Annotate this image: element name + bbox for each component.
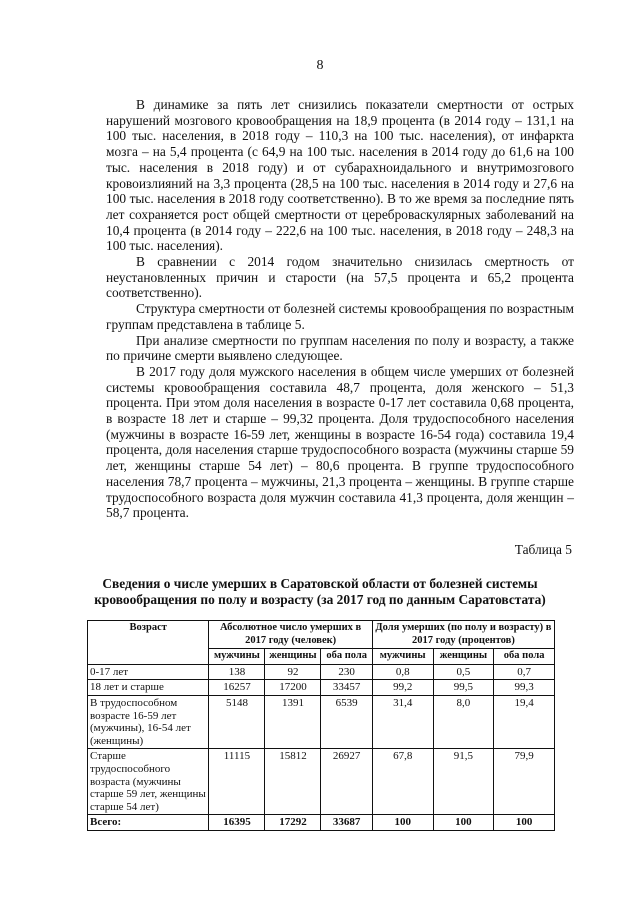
paragraph-unknown-causes: В сравнении с 2014 годом значительно снизилась смертность от неустановленных причин и старости (на 57,5 процента и 65,2 процента соответственно). [106,254,574,301]
table-header-row [88,621,555,649]
cell-abs-men: 138 [209,664,265,680]
cell-pct-both: 19,4 [494,695,555,748]
cell-pct-women: 99,5 [433,680,494,696]
cell-pct-both: 0,7 [494,664,555,680]
total-abs-men: 16395 [209,815,265,831]
page-number: 8 [316,58,324,73]
cell-pct-women: 0,5 [433,664,494,680]
cell-pct-men: 0,8 [372,664,433,680]
header-percent: Доля умерших (по полу и возрасту) в 2017 году (процентов) [372,621,554,649]
paragraph-2017-shares: В 2017 году доля мужского населения в общем числе умерших от болезней системы кровообращения составила 48,7 процента, доля женского – 51,3 процента. При этом доля населения в возрасте 0-17 лет составила 0,68 процента, в возрасте 18 лет и старше – 99,32 процента. Доля трудоспособного населения (мужчины в возрасте 16-59 лет, женщины в возрасте 16-54 года) составила 19,4 процента, доля населения старше трудоспособного возраста (мужчины старше 59 лет, женщины старше 54 лет) – 80,6 процента. В группе трудоспособного населения 78,7 процента – мужчины, 21,3 процента – женщины. В группе старше трудоспособного возраста доля мужчин составила 41,3 процента, доля женщин – 58,7 процента. [106,363,574,521]
cell-pct-both: 99,3 [494,680,555,696]
table-total-row [88,815,555,831]
cell-pct-both: 79,9 [494,749,555,815]
paragraph-stroke-dynamics: В динамике за пять лет снизились показатели смертности от острых нарушений мозгового кровообращения на 18,9 процента (в 2014 году – 131,1 на 100 тыс. населения, в 2018 году – 110,3 на 100 тыс. населения), от инфаркта мозга – на 5,4 процента (с 64,9 на 100 тыс. населения в 2014 году до 61,6 на 100 тыс. населения в 2018 году) и от субарахноидального и внутримозгового кровоизлияний на 3,3 процента (28,5 на 100 тыс. населения в 2014 году и 27,6 на 100 тыс. населения в 2018 году соответственно). В то же время за последние пять лет сохраняется рост общей смертности от цереброваскулярных заболеваний на 10,4 процента (в 2014 году – 222,6 на 100 тыс. населения, в 2018 году – 248,3 на 100 тыс. населения). [106,97,574,254]
table-title: Сведения о числе умерших в Саратовской области от болезней системы кровообращения по полу и возрасту (за 2017 год по данным Саратовстата) [94,576,546,607]
cell-abs-women: 1391 [265,695,321,748]
cell-abs-women: 17200 [265,680,321,696]
header-absolute: Абсолютное число умерших в 2017 году (человек) [209,621,372,649]
header-age: Возраст [88,621,209,665]
table-label: Таблица 5 [514,542,572,557]
sub-men-pct: мужчины [372,649,433,665]
table-row [88,695,555,748]
total-abs-women: 17292 [265,815,321,831]
cell-pct-men: 31,4 [372,695,433,748]
table-row [88,749,555,815]
table-row [88,680,555,696]
row-label: В трудоспособном возрасте 16-59 лет (мужчины), 16-54 лет (женщины) [88,695,209,748]
sub-both-abs: оба пола [321,649,372,665]
total-pct-both: 100 [494,815,555,831]
cell-abs-women: 15812 [265,749,321,815]
paragraph-analysis: При анализе смертности по группам населения по полу и возрасту, а также по причине смерти выявлено следующее. [106,332,574,364]
sub-women-abs: женщины [265,649,321,665]
body-text [106,97,574,521]
row-label: 0-17 лет [88,664,209,680]
cell-abs-both: 26927 [321,749,372,815]
total-pct-women: 100 [433,815,494,831]
total-pct-men: 100 [372,815,433,831]
sub-men-abs: мужчины [209,649,265,665]
cell-pct-men: 67,8 [372,749,433,815]
cell-abs-men: 5148 [209,695,265,748]
sub-both-pct: оба пола [494,649,555,665]
cell-abs-both: 6539 [321,695,372,748]
paragraph-structure: Структура смертности от болезней системы кровообращения по возрастным группам представлена в таблице 5. [106,301,574,332]
cell-abs-women: 92 [265,664,321,680]
total-abs-both: 33687 [321,815,372,831]
cell-abs-men: 16257 [209,680,265,696]
total-label: Всего: [88,815,209,831]
table-row [88,664,555,680]
cell-abs-men: 11115 [209,749,265,815]
mortality-table [87,620,555,831]
cell-pct-men: 99,2 [372,680,433,696]
sub-women-pct: женщины [433,649,494,665]
row-label: Старше трудоспособного возраста (мужчины старше 59 лет, женщины старше 54 лет) [88,749,209,815]
cell-pct-women: 8,0 [433,695,494,748]
row-label: 18 лет и старше [88,680,209,696]
cell-pct-women: 91,5 [433,749,494,815]
cell-abs-both: 230 [321,664,372,680]
cell-abs-both: 33457 [321,680,372,696]
